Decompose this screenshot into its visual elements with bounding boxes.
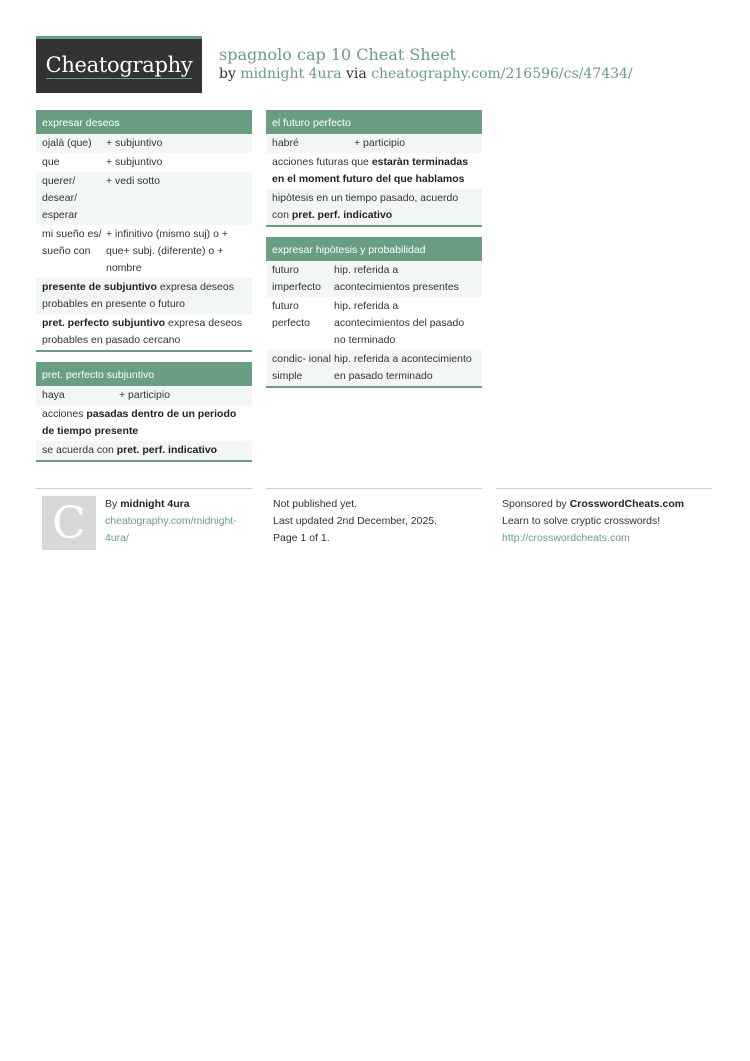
note-bold: estaràn terminadas en el moment futuro del que hablamos xyxy=(272,156,469,185)
footer-sponsor xyxy=(502,496,712,547)
column-2 xyxy=(266,110,482,398)
sponsored-word: Sponsored by xyxy=(502,498,567,510)
note-bold: pret. perf. indicativo xyxy=(291,209,393,221)
note-row xyxy=(266,189,482,225)
note-text: expresa deseos probables en presente o futuro xyxy=(42,281,234,310)
logo-text: Cheatography xyxy=(45,53,193,77)
via-word: via xyxy=(346,66,367,82)
published-status: Not published yet. xyxy=(273,498,358,510)
section-title: pret. perfecto subjuntivo xyxy=(36,362,252,386)
table-row xyxy=(266,350,482,386)
row-value: + vedi sotto xyxy=(106,175,160,187)
note-row xyxy=(36,314,252,350)
row-value: hip. referida a acontecimiento en pasado terminado xyxy=(334,353,472,382)
by-word: by xyxy=(219,66,236,82)
by-word: By xyxy=(105,498,118,510)
note-bold: presente de subjuntivo xyxy=(42,281,157,293)
sponsor-name[interactable]: CrosswordCheats.com xyxy=(569,498,685,510)
note-bold: pasadas dentro de un periodo de tiempo presente xyxy=(42,408,237,437)
footer-divider xyxy=(36,488,252,489)
note-row xyxy=(36,405,252,441)
section-title: el futuro perfecto xyxy=(266,110,482,134)
section-pret-perfecto-subjuntivo xyxy=(36,362,252,462)
section-expresar-deseos xyxy=(36,110,252,352)
note-row xyxy=(266,153,482,189)
row-key: habré xyxy=(272,137,299,149)
table-row xyxy=(36,386,252,405)
author-avatar[interactable] xyxy=(42,496,96,550)
row-value: hip. referida a acontecimientos presentes xyxy=(334,264,459,293)
row-key: que xyxy=(42,156,60,168)
row-value: + participio xyxy=(354,137,406,149)
row-value: + subjuntivo xyxy=(106,156,163,168)
author-link[interactable]: midnight 4ura xyxy=(240,66,342,82)
note-row xyxy=(36,278,252,314)
table-row xyxy=(266,261,482,297)
table-row xyxy=(36,225,252,278)
row-key: futuro imperfecto xyxy=(272,264,322,293)
page-count: Page 1 of 1. xyxy=(273,532,330,544)
row-value: + subjuntivo xyxy=(106,137,163,149)
sponsor-tagline: Learn to solve cryptic crosswords! xyxy=(502,515,661,527)
byline xyxy=(219,66,633,82)
footer-divider xyxy=(266,488,482,489)
note-text: acciones futuras que xyxy=(272,156,372,168)
table-row xyxy=(36,172,252,225)
cheatography-logo[interactable] xyxy=(36,36,202,93)
note-text: hipòtesis en un tiempo pasado, acuerdo con xyxy=(272,192,459,221)
section-title: expresar hipòtesis y probabilidad xyxy=(266,237,482,261)
note-text: acciones xyxy=(42,408,87,420)
row-key: condic- ional simple xyxy=(272,353,331,382)
column-1 xyxy=(36,110,252,472)
note-bold: pret. perf. indicativo xyxy=(116,444,218,456)
last-updated: Last updated 2nd December, 2025. xyxy=(273,515,438,527)
row-value: + infinitivo (mismo suj) o + que+ subj. (diferente) o + nombre xyxy=(106,228,228,274)
section-hipotesis-probabilidad xyxy=(266,237,482,388)
row-key: ojalà (que) xyxy=(42,137,92,149)
row-key: mi sueño es/ sueño con xyxy=(42,228,102,257)
row-value: + participio xyxy=(119,389,171,401)
footer-author xyxy=(105,496,245,547)
note-text: se acuerda con xyxy=(42,444,117,456)
footer-divider xyxy=(496,488,712,489)
note-text: expresa deseos probables en pasado cercano xyxy=(42,317,243,346)
row-value: hip. referida a acontecimientos del pasado no terminado xyxy=(334,300,465,346)
table-row xyxy=(266,297,482,350)
footer-author-url[interactable]: cheatography.com/midnight-4ura/ xyxy=(105,515,237,544)
table-row xyxy=(266,134,482,153)
footer-publish-info xyxy=(273,496,483,547)
section-title: expresar deseos xyxy=(36,110,252,134)
section-futuro-perfecto xyxy=(266,110,482,227)
row-key: haya xyxy=(42,389,65,401)
avatar-letter: C xyxy=(52,497,86,549)
note-row xyxy=(36,441,252,460)
row-key: querer/ desear/ esperar xyxy=(42,175,78,221)
table-row xyxy=(36,134,252,153)
sheet-title: spagnolo cap 10 Cheat Sheet xyxy=(219,45,456,64)
footer-author-name[interactable]: midnight 4ura xyxy=(120,498,190,510)
sponsor-url[interactable]: http://crosswordcheats.com xyxy=(502,532,630,544)
note-bold: pret. perfecto subjuntivo xyxy=(42,317,166,329)
table-row xyxy=(36,153,252,172)
sheet-url-link[interactable]: cheatography.com/216596/cs/47434/ xyxy=(371,66,633,82)
row-key: futuro perfecto xyxy=(272,300,310,329)
